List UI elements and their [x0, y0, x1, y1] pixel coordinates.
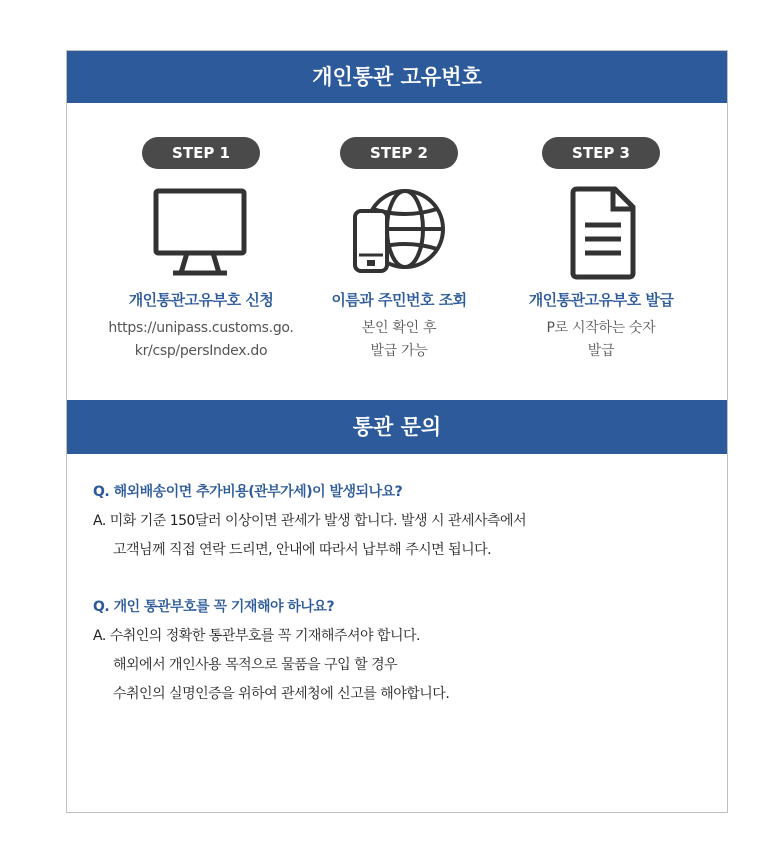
- step-1-desc-line-1: https://unipass.customs.go.: [108, 320, 294, 336]
- step-2-desc-line-2: 발급 가능: [370, 343, 428, 359]
- step-3-title: 개인통관고유부호 발급: [528, 291, 674, 309]
- step-3-desc: [491, 317, 711, 363]
- faq-question-1: Q. 해외배송이면 추가비용(관부가세)이 발생되나요?: [93, 484, 403, 500]
- faq-answer-1-line-2: 고객님께 직접 연락 드리면, 안내에 따라서 납부해 주시면 됩니다.: [113, 542, 492, 558]
- faq-answer-2-line-1: A. 수취인의 정확한 통관부호를 꼭 기재해주셔야 합니다.: [93, 628, 420, 644]
- step-3-desc-line-2: 발급: [587, 343, 615, 359]
- faq-answer-2-line-2: 해외에서 개인사용 목적으로 물품을 구입 할 경우: [113, 657, 398, 673]
- header-title: 개인통관 고유번호: [312, 65, 482, 89]
- customs-info-card: [66, 50, 728, 813]
- inquiry-banner: [67, 400, 727, 454]
- phone-globe-icon: [349, 185, 449, 281]
- inquiry-title: 통관 문의: [352, 415, 442, 439]
- step-1-badge: STEP 1: [142, 137, 260, 169]
- header-banner: [67, 51, 727, 103]
- step-2-title: 이름과 주민번호 조회: [331, 291, 467, 309]
- step-2-desc-line-1: 본인 확인 후: [361, 320, 437, 336]
- faq-answer-1-line-1: A. 미화 기준 150달러 이상이면 관세가 발생 합니다. 발생 시 관세사측에서: [93, 513, 527, 529]
- step-2-badge: STEP 2: [340, 137, 458, 169]
- step-1-desc-line-2: kr/csp/persIndex.do: [134, 343, 268, 359]
- step-2-badge-wrap: [299, 137, 499, 169]
- step-3-badge: STEP 3: [542, 137, 660, 169]
- document-icon: [551, 185, 651, 281]
- step-3-badge-wrap: [501, 137, 701, 169]
- step-1-title: 개인통관고유부호 신청: [128, 291, 274, 309]
- faq-item-1: [93, 478, 713, 565]
- faq-answer-2-line-3: 수취인의 실명인증을 위하여 관세청에 신고를 해야합니다.: [113, 686, 450, 702]
- monitor-icon: [151, 185, 251, 281]
- step-1-badge-wrap: [101, 137, 301, 169]
- step-2-desc: [289, 317, 509, 363]
- step-1-desc: [91, 317, 311, 363]
- step-3-desc-line-1: P로 시작하는 숫자: [546, 320, 656, 336]
- faq-item-2: [93, 593, 713, 709]
- faq-question-2: Q. 개인 통관부호를 꼭 기재해야 하나요?: [93, 599, 335, 615]
